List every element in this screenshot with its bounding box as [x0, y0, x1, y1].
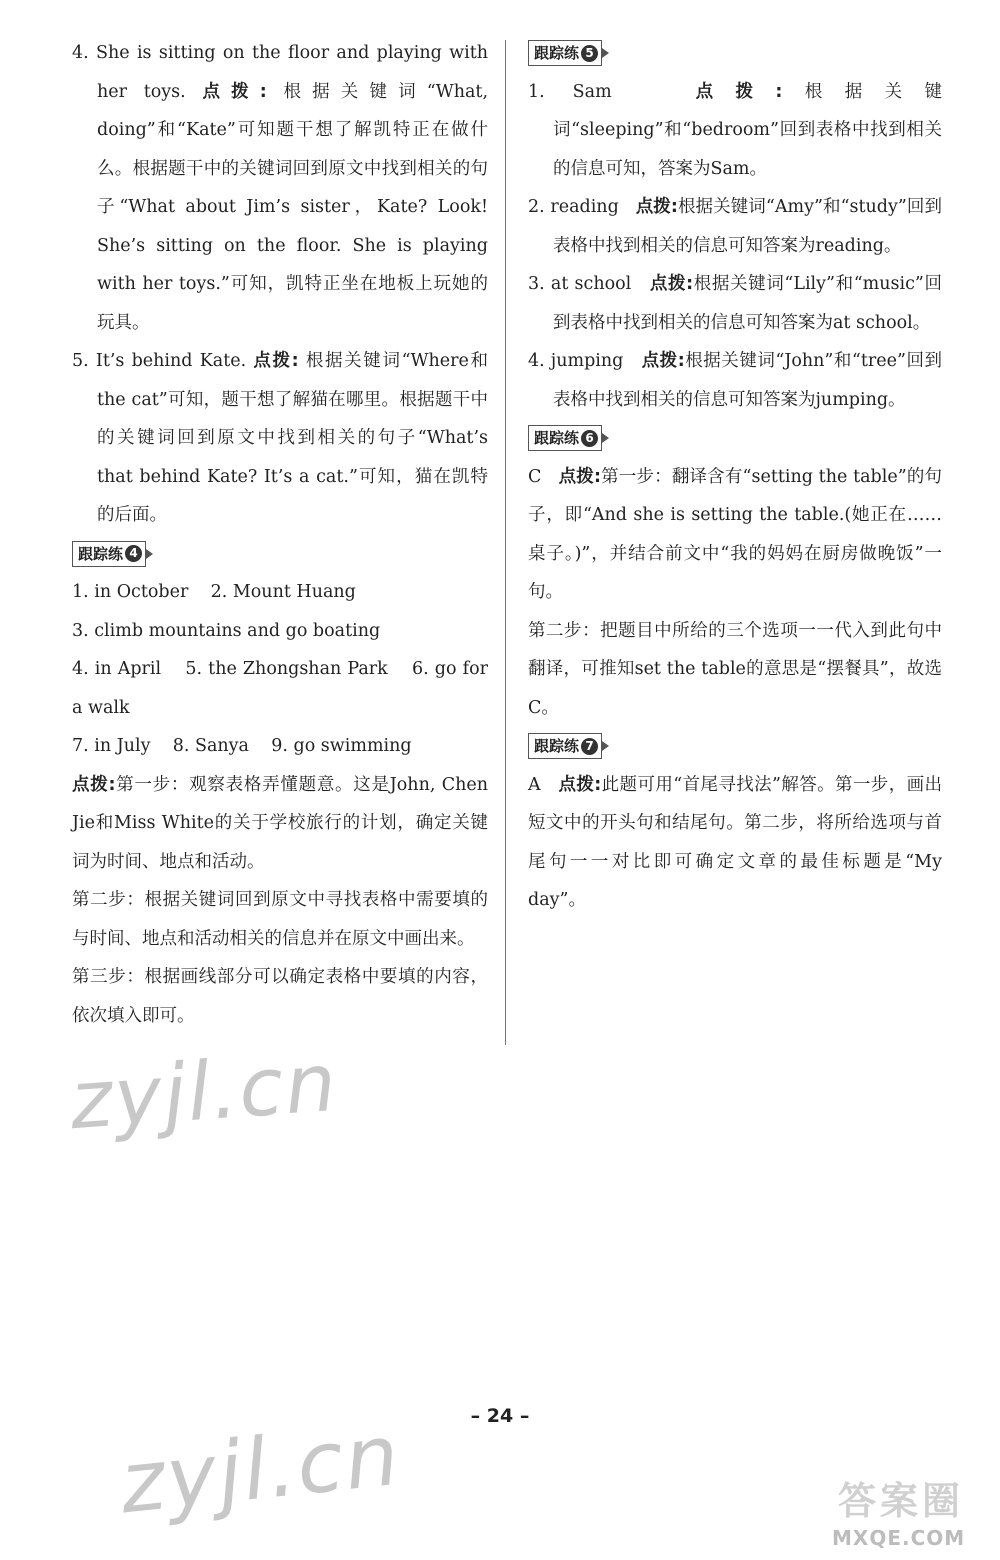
watermark: zyjl.cn	[67, 1035, 341, 1148]
answer-item-4: 4. She is sitting on the floor and playing with her toys. 点拨: 根据关键词“What, doing”和“Kate”可知题干想了解凯特正在做什么。根据题干中的关键词回到原文中找到相关的句子“What about Jim’s sister，Kate? Look! She’s sitting on the floor. She is playing with her toys.”可知，凯特正坐在地板上玩她的玩具。	[72, 43, 489, 333]
tip-label: 点拨:	[641, 351, 685, 371]
tip-step-2: 第二步：根据关键词回到原文中寻找表格中需要填的与时间、地点和活动相关的信息并在原文中画出来。	[72, 890, 488, 949]
tip-label: 点拨:	[558, 774, 602, 795]
corner-logo-url: MXQE.COM	[832, 1526, 966, 1550]
tip-label: 点拨:	[202, 81, 267, 102]
answer-item-5-4: 4. jumping 点拨:根据关键词“John”和“tree”回到表格中找到相关的信息可知答案为jumping。	[528, 351, 942, 410]
section-badge-5: 跟踪练 5	[528, 40, 602, 66]
column-divider	[505, 40, 506, 1045]
section-badge-4: 跟踪练 4	[72, 541, 146, 567]
answer-item-5-3: 3. at school 点拨:根据关键词“Lily”和“music”回到表格中找到相关的信息可知答案为at school。	[528, 274, 942, 333]
answer-item-5: 5. It’s behind Kate. 点拨: 根据关键词“Where和the cat”可知，题干想了解猫在哪里。根据题干中的关键词回到原文中找到相关的句子“What’s that behind Kate? It’s a cat.”可知，猫在凯特的后面。	[72, 351, 489, 525]
tip-label: 点拨:	[649, 274, 694, 294]
tip-step-1: 点拨:第一步：观察表格弄懂题意。这是John, Chen Jie和Miss White的关于学校旅行的计划，确定关键词为时间、地点和活动。	[72, 774, 489, 872]
tip-label: 点拨:	[558, 466, 601, 487]
tip-label: 点拨:	[253, 351, 299, 371]
badge-number: 6	[581, 430, 598, 447]
tip-step-2: 第二步：把题目中所给的三个选项一一代入到此句中翻译，可推知set the table的意思是“摆餐具”，故选C。	[528, 620, 942, 718]
section-badge-6: 跟踪练 6	[528, 425, 602, 451]
badge-number: 4	[125, 545, 142, 562]
answer-line: 1. in October 2. Mount Huang	[72, 582, 356, 602]
tip-label: 点拨:	[635, 197, 678, 217]
watermark: zyjl.cn	[115, 1405, 405, 1533]
answer-line: 7. in July 8. Sanya 9. go swimming	[72, 736, 412, 756]
section-badge-7: 跟踪练 7	[528, 733, 602, 759]
answer-line: 3. climb mountains and go boating	[72, 620, 381, 641]
answer-line: 4. in April 5. the Zhongshan Park 6. go for a walk	[72, 659, 494, 718]
badge-number: 7	[581, 738, 598, 755]
left-column	[72, 34, 494, 1035]
tip-label: 点拨:	[695, 81, 783, 102]
answer-item-5-1: 1. Sam 点拨:根据关键词“sleeping”和“bedroom”回到表格中找到相关的信息可知，答案为Sam。	[528, 81, 943, 179]
tip-step-3: 第三步：根据画线部分可以确定表格中要填的内容，依次填入即可。	[72, 967, 488, 1026]
corner-logo	[832, 1470, 992, 1555]
page-number: – 24 –	[470, 1405, 530, 1427]
answer-item-7: A 点拨:此题可用“首尾寻找法”解答。第一步，画出短文中的开头句和结尾句。第二步，将所给选项与首尾句一一对比即可确定文章的最佳标题是“My day”。	[528, 774, 942, 910]
corner-logo-text: 答案圈	[838, 1479, 965, 1523]
tip-label: 点拨:	[72, 774, 116, 795]
answer-item-6: C 点拨:第一步：翻译含有“setting the table”的句子，即“And she is setting the table.(她正在……桌子。)”，并结合前文中“我的妈妈在厨房做晚饭”一句。	[528, 466, 942, 602]
badge-number: 5	[581, 45, 598, 62]
right-column	[528, 34, 942, 920]
answer-item-5-2: 2. reading 点拨:根据关键词“Amy”和“study”回到表格中找到相关的信息可知答案为reading。	[528, 197, 942, 256]
